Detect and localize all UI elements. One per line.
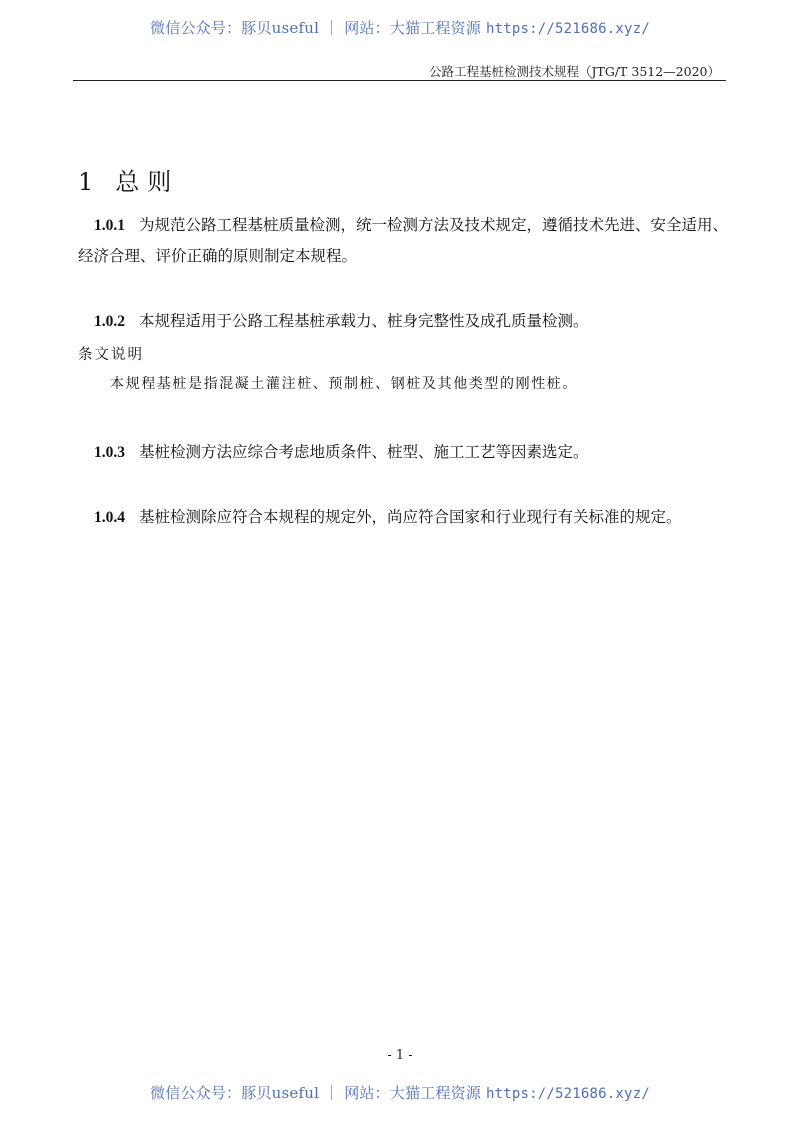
chapter-number: 1 [78,168,94,196]
watermark-text: 微信公众号：豚贝useful ｜ 网站：大猫工程资源 [150,1084,486,1102]
clause-text: 基桩检测除应符合本规程的规定外，尚应符合国家和行业现行有关标准的规定。 [139,508,682,526]
commentary-text: 本规程基桩是指混凝土灌注桩、预制桩、钢桩及其他类型的刚性桩。 [110,376,578,392]
clause-text: 基桩检测方法应综合考虑地质条件、桩型、施工工艺等因素选定。 [139,443,589,461]
clause-1-0-2 [78,306,728,337]
clause-text: 为规范公路工程基桩质量检测，统一检测方法及技术规定，遵循技术先进、安全适用、经济合理、评价正确的原则制定本规程。 [78,216,729,265]
clause-number: 1.0.3 [94,444,125,461]
clause-text: 本规程适用于公路工程基桩承载力、桩身完整性及成孔质量检测。 [139,312,589,330]
running-header: 公路工程基桩检测技术规程（JTG/T 3512—2020） [429,64,720,79]
header-rule [73,80,726,81]
commentary-heading: 条文说明 [78,347,144,363]
clause-number: 1.0.2 [94,313,125,330]
chapter-title [78,162,179,197]
clause-1-0-3 [78,437,728,468]
bottom-watermark [0,1082,800,1103]
clause-1-0-4 [78,502,728,533]
watermark-text: 微信公众号：豚贝useful ｜ 网站：大猫工程资源 [150,19,486,37]
clause-number: 1.0.1 [94,217,125,234]
clause-1-0-1 [78,210,728,271]
top-watermark [0,17,800,38]
chapter-title-text: 总则 [115,168,180,196]
clause-number: 1.0.4 [94,509,125,526]
watermark-url[interactable]: https://521686.xyz/ [486,1086,650,1102]
watermark-url[interactable]: https://521686.xyz/ [486,21,650,37]
page-number: - 1 - [387,1048,413,1063]
